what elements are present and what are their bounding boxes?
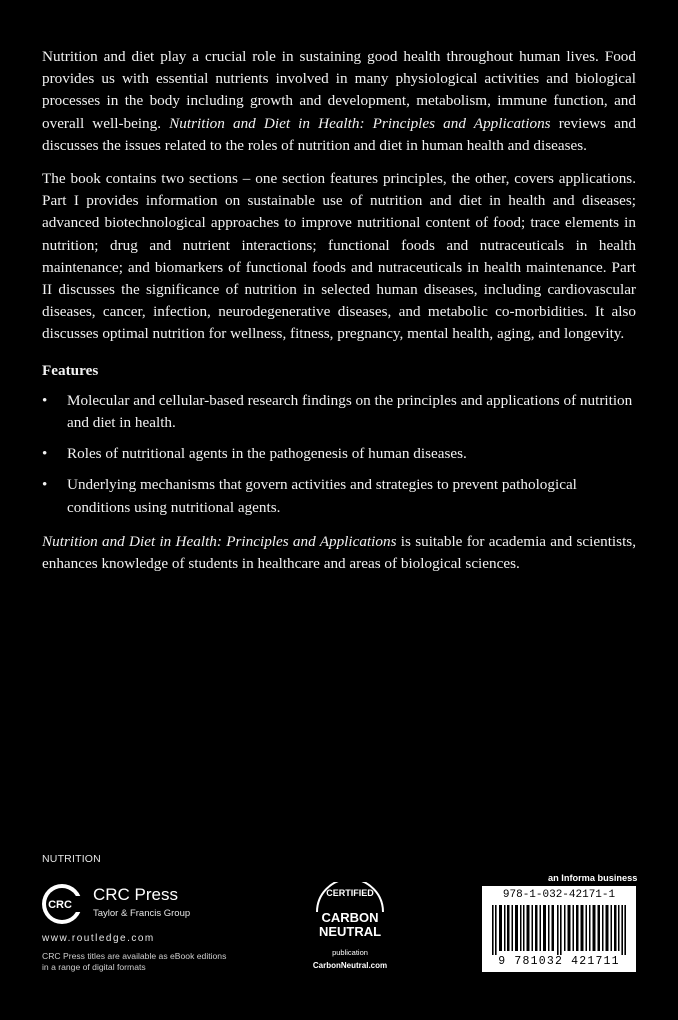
intro-paragraph	[42, 46, 636, 157]
bullet-icon: •	[42, 476, 48, 494]
isbn-number: 978-1-032-42171-1	[502, 889, 616, 901]
isbn-barcode	[482, 886, 636, 972]
carbon-line1: CARBON	[321, 910, 379, 925]
crc-logo-text: CRC	[48, 899, 72, 911]
carbon-site: CarbonNeutral.com	[312, 961, 388, 970]
list-item: • Roles of nutritional agents in the pathogenesis of human diseases.	[42, 443, 636, 465]
book-title-italic: Nutrition and Diet in Health: Principles and Applications	[42, 532, 397, 550]
crc-logo-icon	[40, 882, 84, 926]
ebook-note: CRC Press titles are available as eBook editions in a range of digital formats	[42, 951, 227, 972]
barcode-bars-icon	[492, 905, 626, 955]
list-item: • Underlying mechanisms that govern activities and strategies to prevent pathological conditions using nutritional agents.	[42, 476, 577, 516]
publisher-group: Taylor & Francis Group	[93, 908, 191, 919]
publisher-name: CRC Press	[93, 885, 179, 904]
bullet-icon: •	[42, 391, 48, 409]
bullet-icon: •	[42, 445, 48, 463]
carbon-publication: publication	[332, 948, 368, 957]
features-list	[42, 390, 636, 519]
closing-paragraph: Nutrition and Diet in Health: Principles and Applications is suitable for academia and scientists, enhances knowledge of students in healthcare and areas of biological sciences.	[42, 532, 636, 573]
book-title-italic: Nutrition and Diet in Health: Principles and Applications	[169, 114, 551, 132]
publisher-block	[40, 882, 290, 992]
features-heading: Features	[42, 361, 99, 379]
intro-text: Nutrition and diet play a crucial role in sustaining good health throughout human lives. Food provides us with essential nutrients involved in many physiological activities and biological processes in the body including growth and development, metabolism, immune function, and overall well-being.	[42, 48, 636, 132]
subject-category: NUTRITION	[42, 853, 101, 865]
carbon-line2: NEUTRAL	[318, 924, 382, 939]
list-item: • Molecular and cellular-based research findings on the principles and applications of nutrition and diet in health.	[42, 391, 633, 432]
carbon-neutral-seal-icon	[305, 882, 395, 974]
carbon-certified: CERTIFIED	[326, 888, 374, 898]
contents-paragraph: The book contains two sections – one section features principles, the other, covers applications. Part I provides information on sustainable use of nutrition and diet in health and diseases; advanced biotechnological approaches to improve nutritional content of food; trace elements in nutrition; drug and nutrient interactions; functional foods and nutraceuticals in health maintenance; and biomarkers of functional foods and nutraceuticals in health maintenance. Part II discusses the significance of nutrition in selected human diseases, including cardiovascular diseases, cancer, infection, neurodegenerative diseases, and metabolic co-morbidities. It also discusses optimal nutrition for wellness, fitness, pregnancy, mental health, aging, and longevity.	[42, 170, 636, 343]
back-cover-description	[42, 46, 636, 586]
intro-text-continued: reviews and discusses the issues related to the roles of nutrition and diet in human health and diseases.	[42, 114, 637, 154]
website-link[interactable]: www.routledge.com	[42, 933, 155, 944]
informa-tagline: an Informa business	[548, 873, 638, 883]
isbn-barcode-digits: 9 781032 421711	[498, 955, 620, 968]
